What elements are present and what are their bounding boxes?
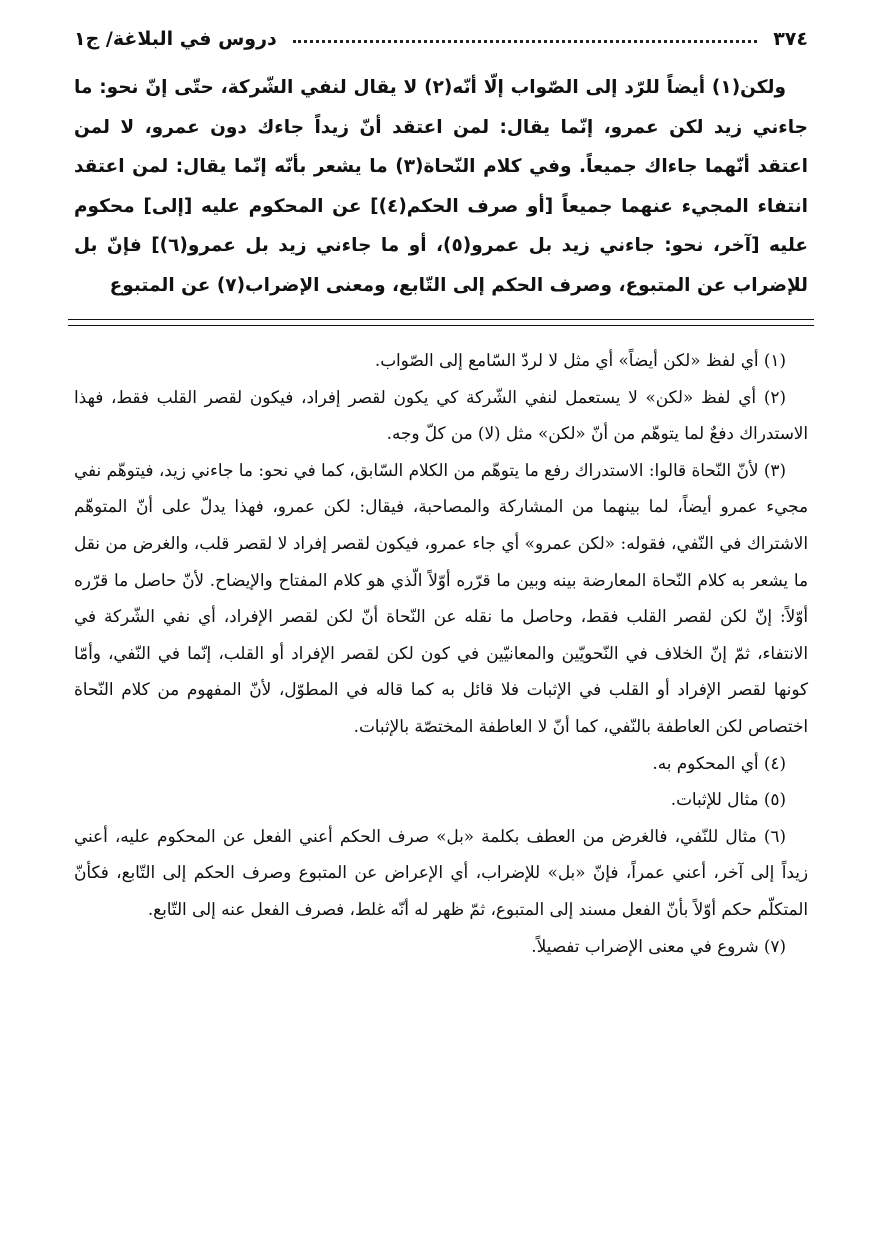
footnote-7: (٧) شروع في معنى الإضراب تفصيلاً.: [531, 935, 786, 956]
document-page: [74, 22, 808, 964]
running-title: دروس في البلاغة/ ج١: [74, 28, 277, 50]
separator-line: [68, 319, 814, 320]
page-number: ٣٧٤: [773, 28, 808, 50]
main-paragraph: ولكن(١) أيضاً للرّد إلى الصّواب إلّا أنّه(٢) لا يقال لنفي الشّركة، حتّى إنّ نحو: ما جاءني زيد لكن عمرو، إنّما يقال: لمن اعتقد أنّ زيداً جاءك دون عمرو، لا لمن اعتقد أنّهما جاءاك جميعاً. وفي كلام النّحاة(٣) ما يشعر بأنّه إنّما يقال: لمن اعتقد انتفاء المجيء عنهما جميعاً [أو صرف الحكم(٤)] عن المحكوم عليه [إلى] محكوم عليه [آخر، نحو: جاءني زيد بل عمرو(٥)، أو ما جاءني زيد بل عمرو(٦)] فإنّ بل للإضراب عن المتبوع، وصرف الحكم إلى التّابع، ومعنى الإضراب(٧) عن المتبوع: [74, 77, 809, 296]
page-header: [74, 22, 808, 56]
footnote-2: (٢) أي لفظ «لكن» لا يستعمل لنفي الشّركة كي يكون لقصر إفراد، فيكون لقصر القلب فقط، فهذا الاستدراك دفعٌ لما يتوهّم من أنّ «لكن» مثل (لا) من كلّ وجه.: [74, 386, 808, 444]
main-text-block: [74, 68, 808, 305]
header-dotted-leader: [293, 40, 757, 43]
footnote-3: (٣) لأنّ النّحاة قالوا: الاستدراك رفع ما يتوهّم من الكلام السّابق، كما في نحو: ما جاءني زيد، فيتوهّم نفي مجيء عمرو أيضاً، لما بينهما من المشاركة والمصاحبة، فيقال: لكن عمرو، فهذا يدلّ على أنّ المتوهّم الاشتراك في النّفي، فقوله: «لكن عمرو» أي جاء عمرو، فيكون لقصر إفراد لا لقصر قلب، والغرض من نقل ما يشعر به كلام النّحاة المعارضة بينه وبين ما قرّره أوّلاً الّذي هو كلام المفتاح والإيضاح. لأنّ حاصل ما قرّره أوّلاً: إنّ لكن لقصر القلب فقط، وحاصل ما نقله عن النّحاة أنّ لكن لقصر الإفراد، أي نفي الشّركة في الانتفاء، ثمّ إنّ الخلاف في النّحويّين والمعانيّين في كون لكن لقصر الإفراد أو القلب، إنّما في النّفي، وأمّا كونها لقصر الإفراد أو القلب في الإثبات فلا قائل به كما قاله في المطوّل، لأنّ المفهوم من كلام النّحاة اختصاص لكن العاطفة بالنّفي، كما أنّ لا العاطفة المختصّة بالإثبات.: [74, 459, 808, 736]
footnote-1: (١) أي لفظ «لكن أيضاً» أي مثل لا لردّ السّامع إلى الصّواب.: [374, 350, 786, 370]
footnote-6: (٦) مثال للنّفي، فالغرض من العطف بكلمة «بل» صرف الحكم أعني الفعل عن المحكوم عليه، أعني زيداً إلى آخر، أعني عمراً، فإنّ «بل» للإضراب، أي الإعراض عن المتبوع وصرف الحكم إلى التّابع، فكأنّ المتكلّم حكم أوّلاً بأنّ الفعل مسند إلى المتبوع، ثمّ ظهر له أنّه غلط، فصرف الفعل عنه إلى التّابع.: [74, 825, 808, 919]
footnote-separator: [68, 319, 814, 326]
footnotes-section: [74, 342, 808, 964]
footnote-4: (٤) أي المحكوم به.: [652, 752, 786, 773]
footnote-5: (٥) مثال للإثبات.: [670, 789, 786, 810]
separator-line: [68, 325, 814, 326]
